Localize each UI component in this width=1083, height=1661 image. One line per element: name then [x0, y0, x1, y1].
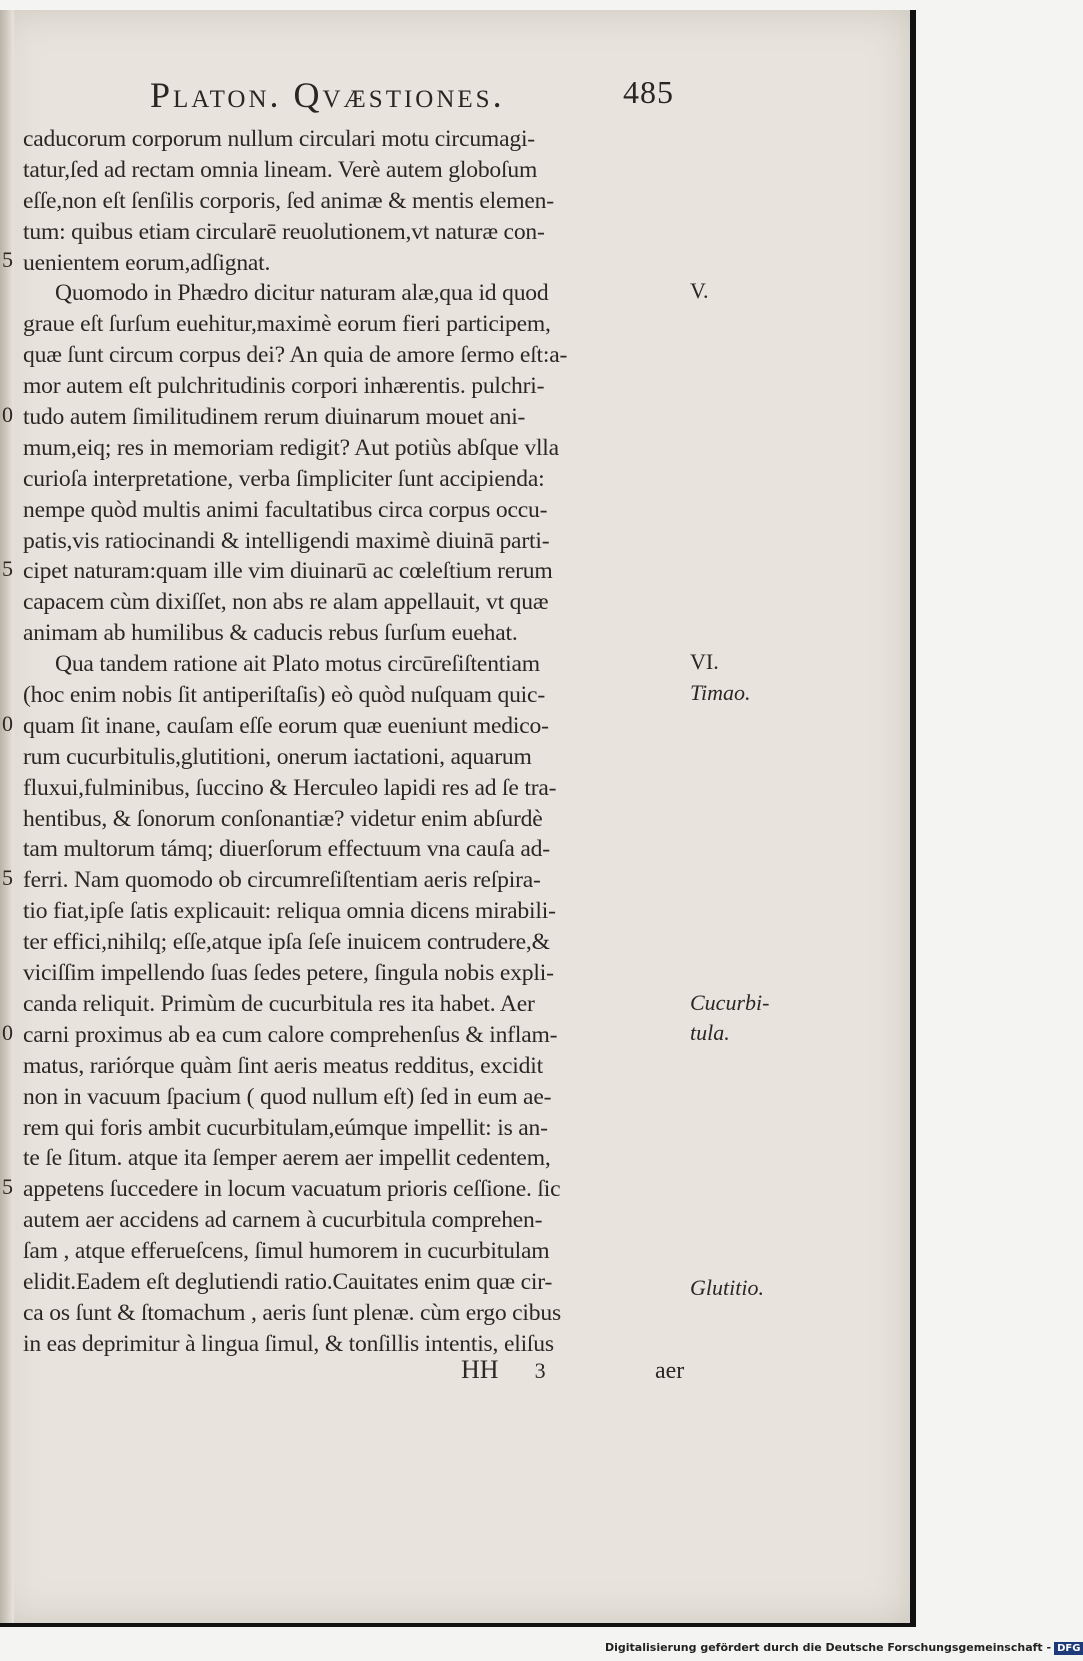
text-line: carni proximus ab ea cum calore comprehenſus & inflam-: [23, 1021, 558, 1048]
text-line: tum: quibus etiam circularē reuolutionem,vt naturæ con-: [23, 218, 545, 245]
text-line: Qua tandem ratione ait Plato motus circūreſiſtentiam: [55, 651, 540, 678]
dfg-logo: DFG: [1054, 1642, 1083, 1655]
text-line: non in vacuum ſpacium ( quod nullum eſt) ſed in eum ae-: [23, 1083, 552, 1110]
page-number: 485: [623, 74, 674, 110]
catchword: aer: [655, 1358, 685, 1384]
text-line: appetens ſuccedere in locum vacuatum prioris ceſſione. ſic: [23, 1176, 561, 1203]
text-line: hentibus, & ſonorum conſonantiæ? videtur enim abſurdè: [23, 805, 543, 832]
signature-number: 3: [534, 1358, 546, 1383]
text-line: fluxui,fulminibus, ſuccino & Herculeo lapidi res ad ſe tra-: [23, 774, 557, 801]
text-line: tio fiat,ipſe ſatis explicauit: reliqua omnia dicens mirabili-: [23, 898, 556, 925]
line-number: 0: [2, 711, 13, 736]
margin-note-cucurbitula: Cucurbi-: [690, 990, 770, 1015]
body-text: [23, 124, 703, 1360]
running-title: Platon. Qvæstiones.: [150, 75, 505, 115]
text-line: mum,eiq; res in memoriam redigit? Aut potiùs abſque vlla: [23, 434, 559, 461]
text-line: tam multorum támq; diuerſorum effectuum vna cauſa ad-: [23, 836, 550, 863]
line-number: 5: [2, 247, 13, 272]
text-line: mor autem eſt pulchritudinis corpori inhærentis. pulchri-: [23, 373, 545, 400]
text-line: ca os ſunt & ſtomachum , aeris ſunt plenæ. cùm ergo cibus: [23, 1299, 561, 1326]
text-line: rum cucurbitulis,glutitioni, onerum iactationi, aquarum: [23, 743, 532, 770]
margin-note-glutitio: Glutitio.: [690, 1275, 764, 1300]
line-number: 5: [2, 865, 13, 890]
text-line: ter effici,nihilq; eſſe,atque ipſa ſeſe inuicem contrudere,&: [23, 929, 550, 956]
text-line: cipet naturam:quam ille vim diuinarū ac cœleſtium rerum: [23, 558, 553, 585]
text-line: tatur,ſed ad rectam omnia lineam. Verè autem globoſum: [23, 156, 538, 183]
text-line: curioſa interpretatione, verba ſimpliciter ſunt accipienda:: [23, 465, 545, 492]
book-page: [0, 10, 916, 1627]
digitization-footer: [605, 1641, 1081, 1659]
margin-note-cucurbitula-cont: tula.: [690, 1020, 730, 1045]
text-line: patis,vis ratiocinandi & intelligendi maximè diuinā parti-: [23, 527, 550, 554]
text-line: canda reliquit. Primùm de cucurbitula res ita habet. Aer: [23, 990, 535, 1017]
text-line: in eas deprimitur à lingua ſimul, & tonſillis intentis, eliſus: [23, 1330, 554, 1357]
text-line: te ſe ſitum. atque ita ſemper aerem aer impellit cedentem,: [23, 1145, 551, 1172]
line-number: 5: [2, 1174, 13, 1199]
text-line: quam ſit inane, cauſam eſſe eorum quæ eueniunt medico-: [23, 712, 549, 739]
footer-credit: Digitalisierung gefördert durch die Deutsche Forschungsgemeinschaft -: [605, 1641, 1052, 1654]
text-line: nempe quòd multis animi facultatibus circa corpus occu-: [23, 496, 548, 523]
text-line: tudo autem ſimilitudinem rerum diuinarum mouet ani-: [23, 404, 526, 431]
text-line: eſſe,non eſt ſenſilis corporis, ſed animæ & mentis elemen-: [23, 187, 554, 214]
text-line: animam ab humilibus & caducis rebus ſurſum euehat.: [23, 620, 518, 647]
line-number: 0: [2, 1020, 13, 1045]
text-line: elidit.Eadem eſt deglutiendi ratio.Cauitates enim quæ cir-: [23, 1268, 553, 1295]
text-line: uenientem eorum,adſignat.: [23, 249, 271, 276]
line-number: 5: [2, 556, 13, 581]
line-number: 0: [2, 402, 13, 427]
text-line: ſam , atque efferueſcens, ſimul humorem in cucurbitulam: [23, 1238, 550, 1265]
text-line: Quomodo in Phædro dicitur naturam alæ,qua id quod: [55, 280, 549, 307]
text-line: viciſſim impellendo ſuas ſedes petere, ſingula nobis expli-: [23, 960, 554, 987]
text-line: (hoc enim nobis ſit antiperiſtaſis) eò quòd nuſquam quic-: [23, 682, 545, 709]
margin-note-timaeo: Timao.: [690, 680, 751, 705]
text-line: graue eſt ſurſum euehitur,maximè eorum fieri participem,: [23, 311, 551, 338]
text-line: quæ ſunt circum corpus dei? An quia de amore ſermo eſt:a-: [23, 342, 568, 369]
margin-question-number: V.: [690, 278, 709, 303]
running-header: [130, 74, 730, 120]
text-line: rem qui foris ambit cucurbitulam,eúmque impellit: is an-: [23, 1114, 548, 1141]
text-line: matus, rariórque quàm ſint aeris meatus redditus, excidit: [23, 1052, 543, 1079]
text-line: autem aer accidens ad carnem à cucurbitula comprehen-: [23, 1207, 543, 1234]
margin-question-number: VI.: [690, 649, 719, 674]
text-line: caducorum corporum nullum circulari motu circumagi-: [23, 126, 535, 152]
signature-letters: HH: [461, 1355, 499, 1384]
signature-mark: [461, 1355, 546, 1385]
text-line: ferri. Nam quomodo ob circumreſiſtentiam aeris reſpira-: [23, 867, 541, 894]
text-line: capacem cùm dixiſſet, non abs re alam appellauit, vt quæ: [23, 589, 549, 616]
